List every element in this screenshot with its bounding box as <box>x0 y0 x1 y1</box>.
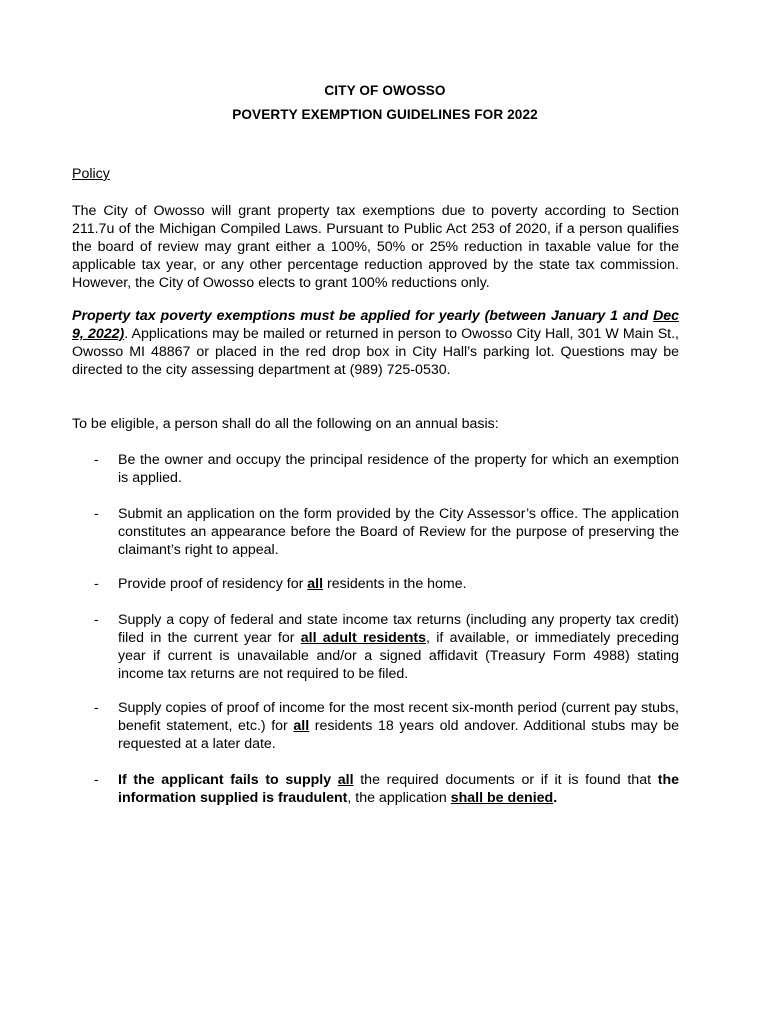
application-instructions: . Applications may be mailed or returned in person to Owosso City Hall, 301 W Main St., Owosso MI 48867 or placed in the red drop box in City Hall’s parking lot. Questions may be directed to the city assessing department at (989) 725-0530. <box>72 326 679 378</box>
warning-text: . <box>553 790 558 806</box>
application-paragraph <box>72 307 679 379</box>
requirement-denial-warning <box>118 771 679 807</box>
requirement-emphasis: all adult residents <box>300 630 427 646</box>
warning-emphasis: the information supplied is fraudulent <box>118 772 679 806</box>
requirement-text: residents in the home. <box>323 576 467 592</box>
list-bullet: - <box>94 576 99 592</box>
requirement-text: Provide proof of residency for <box>118 576 308 592</box>
warning-emphasis: all <box>337 772 354 788</box>
requirement-text: Supply copies of proof of income for the most recent six-month period (current pay stubs, benefit statement, etc.) for <box>118 700 679 734</box>
warning-text: the required documents or if it is found that <box>353 772 658 788</box>
requirement-tax-returns <box>118 611 679 683</box>
list-bullet: - <box>94 700 99 716</box>
requirement-text: , if available, or immediately preceding year if current is unavailable and/or a signed affidavit (Treasury Form 4988) stating income tax returns are not required to be filed. <box>118 630 679 682</box>
requirement-text: Supply a copy of federal and state income tax returns (including any property tax credit) filed in the current year for <box>118 612 679 646</box>
policy-heading: Policy <box>72 166 110 182</box>
requirement-ownership: Be the owner and occupy the principal residence of the property for which an exemption is applied. <box>118 452 679 486</box>
warning-emphasis: If the applicant fails to supply <box>118 772 338 788</box>
requirement-text: residents 18 years old andover. Additional stubs may be requested at a later date. <box>118 718 679 752</box>
requirement-application: Submit an application on the form provided by the City Assessor’s office. The application constitutes an appearance before the Board of Review for the purpose of preserving the claimant’s right to appeal. <box>118 506 679 558</box>
document-title-city: CITY OF OWOSSO <box>324 83 446 98</box>
policy-paragraph: The City of Owosso will grant property tax exemptions due to poverty according to Section 211.7u of the Michigan Compiled Laws. Pursuant to Public Act 253 of 2020, if a person qualifies the board of review may grant either a 100%, 50% or 25% reduction in taxable value for the applicable tax year, or any other percentage reduction approved by the state tax commission. However, the City of Owosso elects to grant 100% reductions only. <box>72 203 679 291</box>
list-bullet: - <box>94 452 99 468</box>
document-title-guidelines: POVERTY EXEMPTION GUIDELINES FOR 2022 <box>232 107 538 122</box>
requirement-emphasis: all <box>293 718 310 734</box>
list-bullet: - <box>94 772 99 788</box>
list-bullet: - <box>94 612 99 628</box>
eligibility-intro: To be eligible, a person shall do all the following on an annual basis: <box>72 416 499 432</box>
application-deadline-emphasis: Property tax poverty exemptions must be applied for yearly (between January 1 and <box>72 308 653 324</box>
requirement-residency <box>118 575 679 593</box>
application-deadline-date: Dec 9, 2022) <box>72 308 679 342</box>
list-bullet: - <box>94 506 99 522</box>
warning-emphasis: shall be denied <box>450 790 554 806</box>
warning-text: , the application <box>347 790 451 806</box>
requirement-income-proof <box>118 699 679 753</box>
requirement-emphasis: all <box>307 576 324 592</box>
